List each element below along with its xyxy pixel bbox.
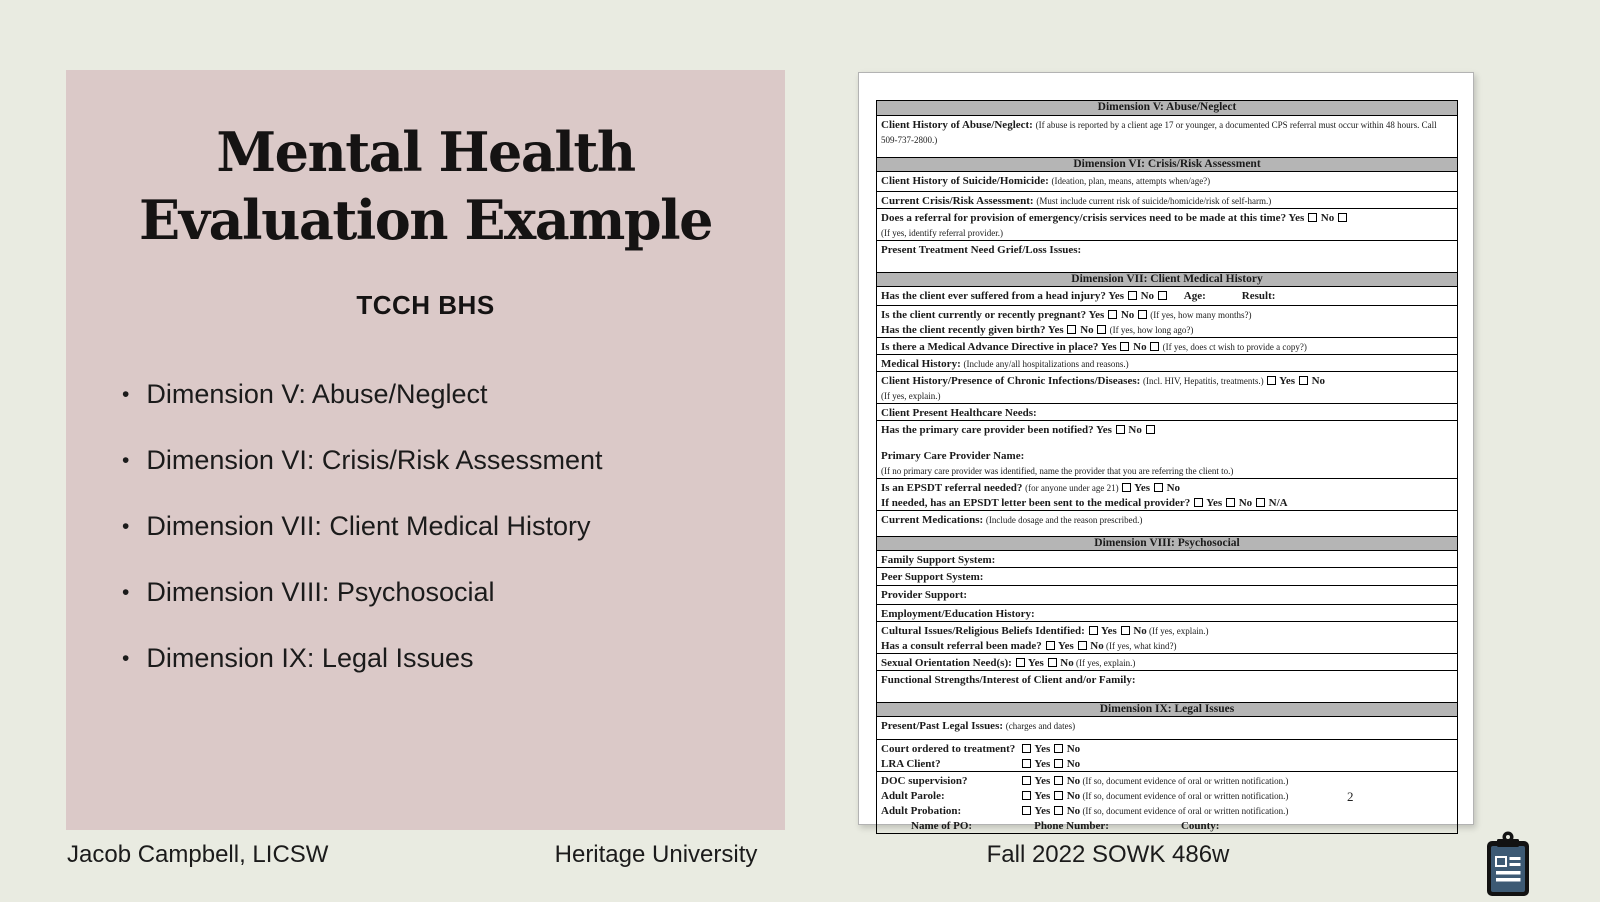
- field-hint: (Include any/all hospitalizations and reasons.): [963, 359, 1129, 369]
- form-line: [881, 210, 1453, 225]
- title-line-1: Mental Health: [216, 120, 635, 184]
- section-header: Dimension VIII: Psychosocial: [877, 536, 1457, 550]
- checkbox-icon: [1089, 626, 1098, 635]
- checkbox-icon: [1158, 291, 1167, 300]
- checkbox-icon: [1108, 310, 1117, 319]
- form-row: [877, 550, 1457, 567]
- field-label: If needed, has an EPSDT letter been sent to the medical provider?: [881, 497, 1193, 509]
- field-hint: (If yes, what kind?): [1103, 641, 1177, 651]
- checkbox-icon: [1122, 483, 1131, 492]
- field-label: Result:: [1241, 290, 1276, 302]
- field-label: Client History of Suicide/Homicide:: [881, 175, 1052, 187]
- form-row: [877, 567, 1457, 585]
- bullet-label: Dimension VI: Crisis/Risk Assessment: [146, 445, 603, 475]
- section-header: Dimension IX: Legal Issues: [877, 702, 1457, 716]
- checkbox-icon: [1097, 325, 1106, 334]
- form-row: [877, 771, 1457, 833]
- slide-title: [74, 118, 777, 254]
- form-line: [881, 405, 1453, 420]
- form-line: [881, 587, 1453, 602]
- form-row: [877, 739, 1457, 771]
- footer-author: Jacob Campbell, LICSW: [67, 841, 329, 868]
- clipboard-icon-svg: [1484, 831, 1532, 897]
- form-line: [881, 322, 1453, 337]
- field-label: Cultural Issues/Religious Beliefs Identified:: [881, 625, 1088, 637]
- checkbox-icon: [1022, 806, 1031, 815]
- field-label: Functional Strengths/Interest of Client and/or Family:: [881, 674, 1136, 686]
- form-document: [858, 72, 1474, 832]
- field-hint: (Must include current risk of suicide/homicide/risk of self-harm.): [1036, 196, 1272, 206]
- checkbox-icon: [1116, 425, 1125, 434]
- field-label: Has the client ever suffered from a head injury? Yes: [881, 290, 1127, 302]
- field-label: Is the client currently or recently pregnant? Yes: [881, 309, 1108, 321]
- form-row: [877, 171, 1457, 191]
- field-label: Court ordered to treatment?: [881, 743, 1016, 755]
- slide-subtitle: TCCH BHS: [356, 290, 495, 321]
- field-label: No: [1118, 309, 1138, 321]
- checkbox-icon: [1054, 759, 1063, 768]
- bullet-icon: •: [122, 383, 130, 406]
- field-label: No: [1087, 640, 1104, 652]
- field-label: Has the client recently given birth? Yes: [881, 324, 1067, 336]
- checkbox-icon: [1022, 791, 1031, 800]
- form-line: [881, 495, 1453, 510]
- field-hint: (If abuse is reported by a client age 17 or younger, a documented CPS referral must occur within 48 hours. Call 509-737-2800.): [881, 120, 1437, 145]
- checkbox-icon: [1120, 342, 1129, 351]
- field-label: Yes: [1032, 743, 1053, 755]
- field-hint: (If so, document evidence of oral or written notification.): [1080, 806, 1289, 816]
- checkbox-icon: [1016, 658, 1025, 667]
- checkbox-icon: [1138, 310, 1147, 319]
- field-label: No: [1063, 805, 1081, 817]
- field-hint: (If no primary care provider was identified, name the provider that you are referring the client to.): [881, 466, 1234, 476]
- form-line: [881, 655, 1453, 670]
- checkbox-icon: [1121, 626, 1130, 635]
- checkbox-icon: [1022, 776, 1031, 785]
- bullet-icon: •: [122, 647, 130, 670]
- checkbox-icon: [1054, 776, 1063, 785]
- field-label: No: [1063, 775, 1081, 787]
- field-label: Sexual Orientation Need(s):: [881, 657, 1015, 669]
- form-line: [881, 818, 1453, 833]
- form-line: [881, 422, 1453, 437]
- field-label: Yes: [1032, 805, 1053, 817]
- form-row: [877, 208, 1457, 240]
- form-row: [877, 305, 1457, 337]
- field-label: Primary Care Provider Name:: [881, 450, 1025, 462]
- form-line: [881, 288, 1453, 303]
- field-label: Yes: [1032, 758, 1053, 770]
- field-label: No: [1063, 758, 1081, 770]
- field-label: Peer Support System:: [881, 571, 984, 583]
- form-row: [877, 420, 1457, 478]
- field-hint: (If yes, explain.): [1146, 626, 1209, 636]
- checkbox-icon: [1054, 744, 1063, 753]
- field-label: Family Support System:: [881, 554, 996, 566]
- field-label: Present/Past Legal Issues:: [881, 720, 1006, 732]
- checkbox-icon: [1022, 744, 1031, 753]
- field-label: No: [1137, 290, 1157, 302]
- field-label: Adult Parole:: [881, 790, 945, 802]
- field-label: Client History/Presence of Chronic Infections/Diseases:: [881, 375, 1144, 387]
- field-label: Yes: [1276, 375, 1298, 387]
- checkbox-icon: [1022, 759, 1031, 768]
- form-row: [877, 286, 1457, 305]
- field-hint: (If so, document evidence of oral or written notification.): [1080, 791, 1289, 801]
- page-number: 2: [1347, 789, 1354, 804]
- bullet-icon: •: [122, 581, 130, 604]
- field-label: Phone Number:: [1034, 820, 1109, 832]
- checkbox-icon: [1067, 325, 1076, 334]
- form-line: [881, 373, 1453, 388]
- checkbox-icon: [1154, 483, 1163, 492]
- field-hint: (for anyone under age 21): [1025, 483, 1121, 493]
- form-row: [877, 716, 1457, 739]
- field-label: Client Present Healthcare Needs:: [881, 407, 1037, 419]
- form-line: [881, 437, 1453, 448]
- bullet-item: [122, 380, 755, 409]
- form-row: [877, 337, 1457, 354]
- bullet-item: [122, 446, 755, 475]
- form-line: [881, 480, 1453, 495]
- field-label: Client History of Abuse/Neglect:: [881, 119, 1036, 131]
- checkbox-icon: [1267, 376, 1276, 385]
- form-row: [877, 621, 1457, 653]
- form-line: [881, 448, 1453, 463]
- field-hint: (If yes, explain.): [1073, 658, 1136, 668]
- checkbox-icon: [1078, 641, 1087, 650]
- field-label: Yes: [1032, 775, 1053, 787]
- form-line: [881, 741, 1453, 756]
- checkbox-icon: [1256, 498, 1265, 507]
- bullet-label: Dimension VII: Client Medical History: [146, 511, 591, 541]
- checkbox-icon: [1150, 342, 1159, 351]
- checkbox-icon: [1048, 658, 1057, 667]
- section-header: Dimension V: Abuse/Neglect: [877, 101, 1457, 115]
- bullet-icon: •: [122, 449, 130, 472]
- checkbox-icon: [1226, 498, 1235, 507]
- bullet-item: [122, 512, 755, 541]
- form-row: [877, 354, 1457, 371]
- form-line: [881, 672, 1453, 687]
- field-label: Yes: [1098, 625, 1120, 637]
- form-row: [877, 478, 1457, 510]
- form-line: [881, 623, 1453, 638]
- field-hint: (If yes, how many months?): [1148, 310, 1252, 320]
- form-row: [877, 115, 1457, 157]
- clipboard-icon: [1484, 831, 1532, 897]
- field-hint: (If yes, does ct wish to provide a copy?): [1160, 342, 1307, 352]
- form-line: [881, 463, 1453, 478]
- field-label: Yes: [1203, 497, 1225, 509]
- checkbox-icon: [1046, 641, 1055, 650]
- field-label: DOC supervision?: [881, 775, 968, 787]
- field-label: Has the primary care provider been notified? Yes: [881, 424, 1115, 436]
- field-label: No: [1308, 375, 1326, 387]
- field-label: No: [1235, 497, 1255, 509]
- section-header: Dimension VII: Client Medical History: [877, 272, 1457, 286]
- spacer: [1109, 828, 1181, 829]
- form-row: [877, 510, 1457, 536]
- spacer: [972, 828, 1034, 829]
- field-label: Yes: [1055, 640, 1077, 652]
- field-label: County:: [1180, 820, 1220, 832]
- form-line: [881, 638, 1453, 653]
- form-row: [877, 240, 1457, 272]
- field-label: Name of PO:: [911, 820, 973, 832]
- field-label: Yes: [1025, 657, 1047, 669]
- checkbox-icon: [1054, 791, 1063, 800]
- field-label: Is there a Medical Advance Directive in place? Yes: [881, 341, 1120, 353]
- bullet-item: [122, 578, 755, 607]
- field-hint: (Incl. HIV, Hepatitis, treatments.): [1143, 376, 1266, 386]
- field-label: No: [1057, 657, 1074, 669]
- spacer: [1206, 298, 1242, 299]
- footer-institution: Heritage University: [554, 841, 758, 868]
- bullet-label: Dimension VIII: Psychosocial: [146, 577, 495, 607]
- field-label: No: [1063, 790, 1081, 802]
- form-row: [877, 670, 1457, 702]
- bullet-icon: •: [122, 515, 130, 538]
- title-panel: [66, 70, 785, 830]
- checkbox-icon: [1146, 425, 1155, 434]
- field-label: No: [1318, 212, 1337, 224]
- field-label: No: [1063, 743, 1081, 755]
- form-line: [881, 756, 1453, 771]
- bullet-item: [122, 644, 755, 673]
- form-line: [881, 339, 1453, 354]
- field-label: N/A: [1265, 497, 1288, 509]
- form-line: [881, 552, 1453, 567]
- footer-course: Fall 2022 SOWK 486w: [986, 841, 1230, 868]
- form-row: [877, 604, 1457, 621]
- form-line: [881, 569, 1453, 584]
- field-hint: (Include dosage and the reason prescribed.): [985, 515, 1143, 525]
- field-label: Medical History:: [881, 358, 964, 370]
- checkbox-icon: [1128, 291, 1137, 300]
- form-line: [881, 803, 1453, 818]
- field-label: Employment/Education History:: [881, 608, 1035, 620]
- field-label: Current Medications:: [881, 514, 986, 526]
- form-line: [881, 307, 1453, 322]
- form-row: [877, 653, 1457, 670]
- bullet-label: Dimension V: Abuse/Neglect: [146, 379, 488, 409]
- form-table: [876, 100, 1458, 834]
- form-row: [877, 585, 1457, 604]
- form-line: [881, 225, 1453, 240]
- form-line: [881, 718, 1453, 733]
- form-row: [877, 191, 1457, 208]
- form-row: [877, 371, 1457, 403]
- field-label: LRA Client?: [881, 758, 941, 770]
- form-line: [881, 117, 1453, 147]
- checkbox-icon: [1299, 376, 1308, 385]
- spacer: [881, 828, 911, 829]
- title-line-2: Evaluation Example: [139, 188, 712, 253]
- form-line: [881, 512, 1453, 527]
- spacer: [1168, 298, 1184, 299]
- bullet-list: [122, 380, 755, 710]
- field-label: No: [1125, 424, 1145, 436]
- field-hint: (Ideation, plan, means, attempts when/age?): [1051, 176, 1211, 186]
- checkbox-icon: [1194, 498, 1203, 507]
- field-label: Present Treatment Need Grief/Loss Issues:: [881, 244, 1082, 256]
- field-label: No: [1130, 341, 1150, 353]
- bullet-label: Dimension IX: Legal Issues: [146, 643, 474, 673]
- field-label: Yes: [1032, 790, 1053, 802]
- form-line: [881, 356, 1453, 371]
- section-header: Dimension VI: Crisis/Risk Assessment: [877, 157, 1457, 171]
- checkbox-icon: [1054, 806, 1063, 815]
- form-line: [881, 773, 1453, 788]
- field-label: Is an EPSDT referral needed?: [881, 482, 1026, 494]
- form-line: [881, 788, 1453, 803]
- field-label: Age:: [1183, 290, 1206, 302]
- field-label: Has a consult referral been made?: [881, 640, 1045, 652]
- form-line: [881, 388, 1453, 403]
- form-line: [881, 242, 1453, 257]
- field-label: Current Crisis/Risk Assessment:: [881, 195, 1037, 207]
- form-line: [881, 193, 1453, 208]
- field-label: No: [1077, 324, 1097, 336]
- field-label: Provider Support:: [881, 589, 968, 601]
- field-hint: (If so, document evidence of oral or written notification.): [1080, 776, 1289, 786]
- field-label: No: [1163, 482, 1181, 494]
- form-row: [877, 403, 1457, 420]
- field-label: No: [1130, 625, 1147, 637]
- checkbox-icon: [1308, 213, 1317, 222]
- form-line: [881, 606, 1453, 621]
- field-hint: (If yes, identify referral provider.): [881, 228, 1003, 238]
- field-hint: (charges and dates): [1005, 721, 1076, 731]
- field-label: Yes: [1131, 482, 1153, 494]
- form-line: [881, 173, 1453, 188]
- field-hint: (If yes, explain.): [881, 391, 941, 401]
- field-hint: (If yes, how long ago?): [1107, 325, 1194, 335]
- checkbox-icon: [1338, 213, 1347, 222]
- field-label: Does a referral for provision of emergency/crisis services need to be made at this time? Yes: [881, 212, 1308, 224]
- field-label: Adult Probation:: [881, 805, 962, 817]
